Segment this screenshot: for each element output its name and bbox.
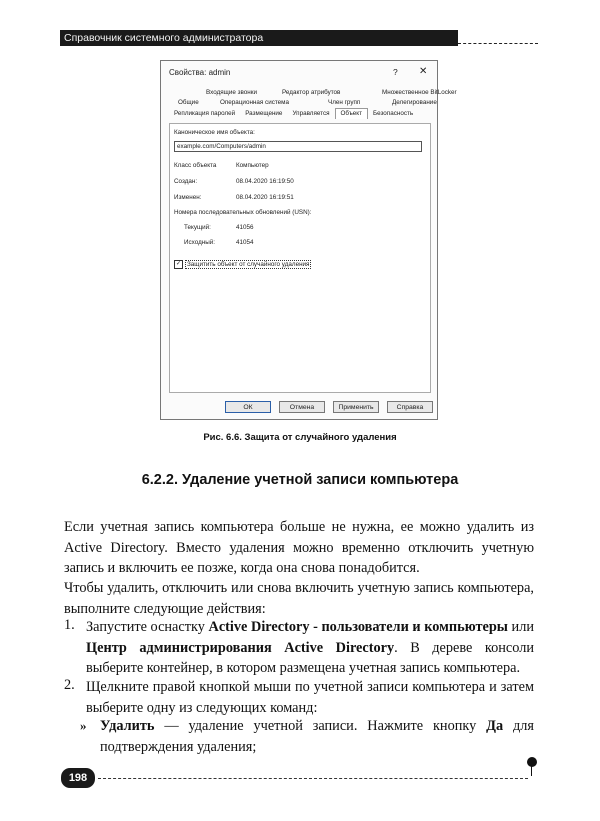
section-heading: 6.2.2. Удаление учетной записи компьютера	[141, 472, 459, 488]
yes-button-name: Да	[486, 718, 504, 734]
properties-dialog-figure	[160, 60, 457, 420]
paragraph-1: Если учетная запись компьютера больше не нужна, ее можно удалить из Active Directory. Вместо удаления можно временно отключить учетную запись и включить ее позже, когда она снова понадобится.	[64, 519, 534, 576]
tab-delegation[interactable]: Делегирование	[392, 99, 437, 106]
help-button[interactable]: Справка	[387, 401, 433, 413]
list-number-1: 1.	[64, 617, 75, 633]
tab-managed-by[interactable]: Управляется	[292, 110, 330, 117]
tab-row-1	[201, 88, 462, 98]
tab-object[interactable]: Объект	[335, 108, 368, 119]
usn-original-value: 41054	[236, 239, 254, 246]
checkmark-icon[interactable]: ✓	[175, 261, 182, 267]
footer-marker-dot	[527, 757, 537, 767]
tab-password-replication[interactable]: Репликация паролей	[174, 110, 236, 117]
cancel-button[interactable]: Отмена	[279, 401, 325, 413]
tab-operating-system[interactable]: Операционная система	[220, 99, 290, 106]
object-class-label: Класс объекта	[174, 162, 217, 169]
object-class-value: Компьютер	[236, 162, 269, 169]
tab-general[interactable]: Общие	[178, 99, 199, 106]
bullet-item-delete	[100, 716, 534, 757]
tab-member-of[interactable]: Член групп	[328, 99, 361, 106]
list-item-2: Щелкните правой кнопкой мыши по учетной записи компьютера и затем выберите одну из следующих команд:	[86, 679, 534, 716]
list-item-1	[86, 617, 534, 679]
ok-button[interactable]: ОК	[225, 401, 271, 413]
paragraph-2: Чтобы удалить, отключить или снова включить учетную запись компьютера, выполните следующие действия:	[64, 580, 534, 617]
usn-current-label: Текущий:	[184, 224, 211, 231]
protect-label: Защитить объект от случайного удаления	[187, 261, 310, 268]
bullet-text-1: — удаление учетной записи. Нажмите кнопку	[154, 718, 487, 734]
created-value: 08.04.2020 16:19:50	[236, 178, 294, 185]
protect-from-deletion-checkbox[interactable]	[174, 260, 311, 269]
snap-in-name-2: Центр администрирования Active Directory	[86, 639, 395, 656]
modified-label: Изменен:	[174, 194, 202, 201]
list-item-1-mid: или	[507, 619, 534, 635]
bullet-marker: »	[80, 718, 87, 733]
usn-original-label: Исходный:	[184, 239, 216, 246]
created-label: Создан:	[174, 178, 198, 185]
tab-attribute-editor[interactable]: Редактор атрибутов	[282, 89, 341, 96]
dialog-title: Свойства: admin	[169, 68, 231, 77]
list-number-2: 2.	[64, 677, 75, 693]
canonical-name-label: Каноническое имя объекта:	[174, 129, 255, 136]
running-header: Справочник системного администратора	[60, 30, 458, 46]
list-item-1-pre: Запустите оснастку	[86, 619, 209, 635]
header-rule	[458, 43, 538, 44]
usn-label: Номера последовательных обновлений (USN):	[174, 209, 312, 216]
list-item-1-post: . В дереве консоли выберите контейнер, в котором размещена учетная запись компьютера.	[86, 639, 534, 676]
modified-value: 08.04.2020 16:19:51	[236, 194, 294, 201]
page-number: 198	[61, 768, 95, 788]
snap-in-name-1: Active Directory - пользователи и компьютеры	[208, 619, 508, 635]
tab-security[interactable]: Безопасность	[372, 110, 414, 117]
footer-rule	[98, 778, 528, 779]
canonical-name-field[interactable]: example.com/Computers/admin	[174, 141, 422, 152]
usn-current-value: 41056	[236, 224, 254, 231]
tab-row-2	[173, 98, 442, 108]
bullet-text-2: для подтверждения удаления;	[100, 718, 534, 755]
close-icon[interactable]: ✕	[419, 66, 428, 77]
object-tab-panel	[169, 123, 431, 393]
delete-command: Удалить	[100, 718, 155, 734]
tab-bitlocker[interactable]: Множественное BitLocker	[382, 89, 457, 96]
tab-row-3	[169, 109, 418, 119]
figure-caption: Рис. 6.6. Защита от случайного удаления	[203, 432, 397, 443]
help-icon[interactable]: ?	[393, 67, 398, 77]
apply-button[interactable]: Применить	[333, 401, 379, 413]
tab-location[interactable]: Размещение	[245, 110, 283, 117]
tab-incoming-calls[interactable]: Входящие звонки	[206, 89, 258, 96]
